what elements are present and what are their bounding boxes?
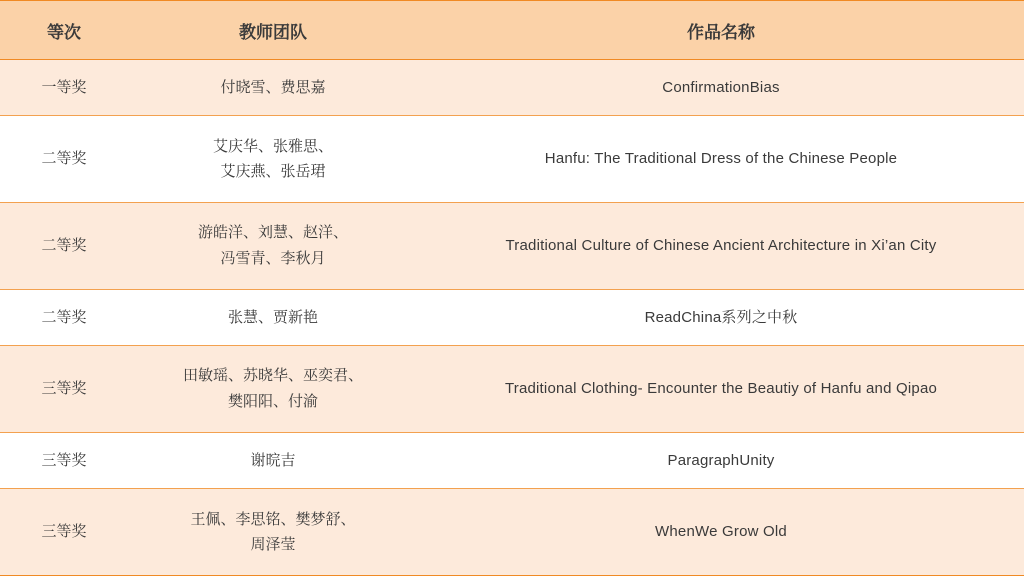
cell-rank: 二等奖 (0, 289, 128, 345)
cell-team: 艾庆华、张雅思、 艾庆燕、张岳珺 (128, 116, 418, 203)
cell-team: 张慧、贾新艳 (128, 289, 418, 345)
table-body (0, 60, 1024, 576)
table-row (0, 116, 1024, 203)
cell-title: Traditional Clothing- Encounter the Beautiy of Hanfu and Qipao (418, 346, 1024, 433)
cell-team: 付晓雪、费思嘉 (128, 60, 418, 116)
table-row (0, 203, 1024, 290)
cell-rank: 二等奖 (0, 203, 128, 290)
cell-rank: 三等奖 (0, 346, 128, 433)
cell-title: ParagraphUnity (418, 432, 1024, 488)
cell-title: ReadChina系列之中秋 (418, 289, 1024, 345)
cell-rank: 一等奖 (0, 60, 128, 116)
table-header (0, 1, 1024, 60)
table-row (0, 489, 1024, 576)
column-header-team: 教师团队 (128, 1, 418, 60)
cell-rank: 三等奖 (0, 489, 128, 576)
table-row (0, 346, 1024, 433)
table-row (0, 432, 1024, 488)
cell-title: WhenWe Grow Old (418, 489, 1024, 576)
cell-title: ConfirmationBias (418, 60, 1024, 116)
column-header-title: 作品名称 (418, 1, 1024, 60)
column-header-rank: 等次 (0, 1, 128, 60)
cell-team: 田敏瑶、苏晓华、巫奕君、 樊阳阳、付渝 (128, 346, 418, 433)
cell-team: 游皓洋、刘慧、赵洋、 冯雪青、李秋月 (128, 203, 418, 290)
table-row (0, 289, 1024, 345)
cell-title: Hanfu: The Traditional Dress of the Chinese People (418, 116, 1024, 203)
cell-rank: 二等奖 (0, 116, 128, 203)
cell-team: 谢晥吉 (128, 432, 418, 488)
cell-team: 王佩、李思铭、樊梦舒、 周泽莹 (128, 489, 418, 576)
cell-title: Traditional Culture of Chinese Ancient Architecture in Xi’an City (418, 203, 1024, 290)
table-header-row (0, 1, 1024, 60)
cell-rank: 三等奖 (0, 432, 128, 488)
table-row (0, 60, 1024, 116)
